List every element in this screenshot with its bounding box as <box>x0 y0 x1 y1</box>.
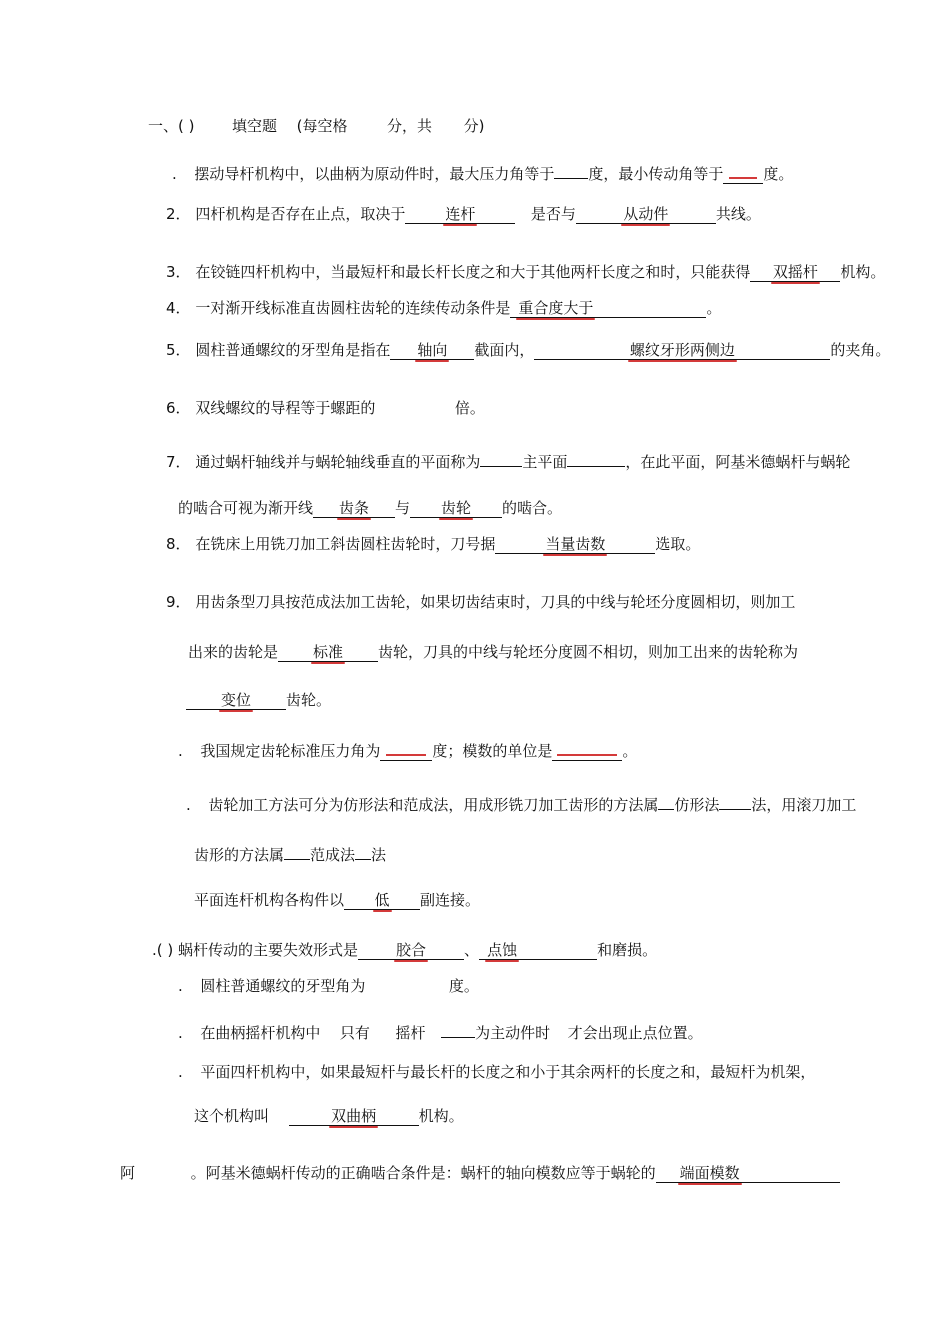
answer-blank[interactable] <box>355 841 371 860</box>
section-header <box>148 116 484 136</box>
question-text: 副连接。 <box>420 891 481 909</box>
question-text: 在铰链四杆机构中，当最短杆和最长杆长度之和大于其他两杆长度之和时，只能获得 <box>195 263 751 281</box>
question-16 <box>178 1062 815 1082</box>
answer-blank[interactable] <box>723 165 763 184</box>
answer-blank[interactable] <box>358 941 464 960</box>
question-text: 双线螺纹的导程等于螺距的 <box>195 399 376 417</box>
question-text: 共线。 <box>715 205 761 223</box>
question-text: 。 <box>622 742 638 760</box>
answer-text: 双曲柄 <box>331 1107 377 1125</box>
question-text: 蜗杆传动的主要失效形式是 <box>178 941 359 959</box>
question-text: 齿轮加工方法可分为仿形法和范成法，用成形铣刀加工齿形的方法属 <box>208 796 659 814</box>
question-text: 度。 <box>763 165 794 183</box>
question-4 <box>166 298 721 318</box>
answer-text: 主平面 <box>522 453 568 471</box>
question-text: 法，用滚刀加工 <box>751 796 857 814</box>
question-11 <box>186 791 856 815</box>
question-text: 我国规定齿轮标准压力角为 <box>200 742 381 760</box>
answer-text: 螺纹牙形两侧边 <box>629 341 735 359</box>
question-text: 齿轮，刀具的中线与轮坯分度圆不相切，则加工出来的齿轮称为 <box>378 643 799 661</box>
answer-blank[interactable] <box>380 742 432 761</box>
question-text: 截面内， <box>474 341 535 359</box>
answer-blank[interactable] <box>658 791 674 810</box>
question-15 <box>178 1019 703 1043</box>
question-text: 是否与 <box>530 205 576 223</box>
question-number: 3． <box>166 263 191 281</box>
answer-blank[interactable] <box>410 499 502 518</box>
answer-text: 端面模数 <box>679 1164 740 1182</box>
question-text: ，在此平面，阿基米德蜗杆与蜗轮 <box>625 453 851 471</box>
answer-text: 双摇杆 <box>772 263 818 281</box>
question-number: . <box>172 165 177 183</box>
question-number: 4． <box>166 299 191 317</box>
question-text: 度；模数的单位是 <box>432 742 553 760</box>
question-6 <box>166 398 485 418</box>
question-16-cont <box>194 1106 464 1126</box>
score-note-c: 分) <box>463 117 485 135</box>
question-text: 和磨损。 <box>597 941 658 959</box>
answer-blank[interactable] <box>534 341 830 360</box>
score-note-a: (每空格 <box>296 117 348 135</box>
answer-text: 当量齿数 <box>545 535 606 553</box>
answer-text: 齿条 <box>339 499 370 517</box>
question-text: 的夹角。 <box>830 341 891 359</box>
question-number: . <box>186 796 191 814</box>
answer-blank[interactable] <box>313 499 395 518</box>
question-5 <box>166 340 890 360</box>
question-text: 圆柱普通螺纹的牙型角为 <box>200 977 366 995</box>
question-text: 机构。 <box>418 1107 464 1125</box>
question-number: 2． <box>166 205 191 223</box>
question-text: 才会出现止点位置。 <box>567 1024 703 1042</box>
question-10 <box>178 741 637 761</box>
question-11-cont <box>194 841 386 865</box>
question-text: 度。 <box>448 977 479 995</box>
answer-blank[interactable] <box>479 941 597 960</box>
question-1 <box>172 160 793 184</box>
question-text: 摆动导杆机构中，以曲柄为原动件时，最大压力角等于 <box>194 165 555 183</box>
answer-text: 重合度大于 <box>518 299 594 317</box>
answer-blank[interactable] <box>289 1107 419 1126</box>
question-8 <box>166 534 700 554</box>
question-number: . <box>178 977 183 995</box>
question-9-cont-2 <box>186 690 331 710</box>
answer-blank[interactable] <box>576 205 716 224</box>
question-7 <box>166 448 850 472</box>
question-text: 平面四杆机构中，如果最短杆与最长杆的长度之和小于其余两杆的长度之和，最短杆为机架， <box>200 1063 816 1081</box>
question-14 <box>178 976 479 996</box>
question-text: 一对渐开线标准直齿圆柱齿轮的连续传动条件是 <box>195 299 511 317</box>
question-text: 选取。 <box>655 535 701 553</box>
answer-text: 点蚀 <box>487 941 518 959</box>
answer-blank[interactable] <box>656 1164 840 1183</box>
question-text: 用齿条型刀具按范成法加工齿轮，如果切齿结束时，刀具的中线与轮坯分度圆相切，则加工 <box>195 593 796 611</box>
question-text: 平面连杆机构各构件以 <box>194 891 345 909</box>
question-text: 这个机构叫 <box>194 1107 270 1125</box>
question-text: 、 <box>464 941 480 959</box>
answer-blank[interactable] <box>552 742 622 761</box>
answer-text: 低 <box>374 891 390 909</box>
question-text: 在曲柄摇杆机构中 <box>200 1024 321 1042</box>
question-7-cont <box>178 498 562 518</box>
question-number: 6． <box>166 399 191 417</box>
question-text: 度，最小传动角等于 <box>588 165 724 183</box>
answer-blank[interactable] <box>495 535 655 554</box>
answer-blank[interactable] <box>510 299 706 318</box>
question-text: 。 <box>706 299 722 317</box>
question-text: 机构。 <box>840 263 886 281</box>
answer-text: 胶合 <box>396 941 427 959</box>
question-text: 圆柱普通螺纹的牙型角是指在 <box>195 341 391 359</box>
question-text: 阿基米德蜗杆传动的正确啮合条件是：蜗杆的轴向模数应等于蜗轮的 <box>205 1164 656 1182</box>
question-number: . <box>178 742 183 760</box>
question-text: 的啮合。 <box>502 499 563 517</box>
question-number: .( ) <box>152 941 174 959</box>
question-number: 9． <box>166 593 191 611</box>
answer-blank[interactable] <box>405 205 515 224</box>
question-number: . <box>178 1024 183 1042</box>
question-text: 法 <box>371 846 387 864</box>
answer-text: 变位 <box>220 691 251 709</box>
question-2 <box>166 204 761 224</box>
answer-text: 仿形法 <box>674 796 720 814</box>
margin-note: 阿 <box>120 1164 136 1182</box>
answer-text: 范成法 <box>310 846 356 864</box>
score-note-b: 分，共 <box>387 117 433 135</box>
answer-text: 轴向 <box>417 341 448 359</box>
question-number: . <box>178 1063 183 1081</box>
question-text: 齿形的方法属 <box>194 846 285 864</box>
answer-text: 摇杆 <box>395 1024 426 1042</box>
answer-text: 从动件 <box>623 205 669 223</box>
question-text: 只有 <box>339 1024 370 1042</box>
question-text: 在铣床上用铣刀加工斜齿圆柱齿轮时，刀号据 <box>195 535 496 553</box>
question-17 <box>120 1163 840 1183</box>
answer-text: 连杆 <box>445 205 476 223</box>
question-3 <box>166 262 885 282</box>
question-text: 通过蜗杆轴线并与蜗轮轴线垂直的平面称为 <box>195 453 481 471</box>
question-text: 齿轮。 <box>286 691 332 709</box>
question-text: 的啮合可视为渐开线 <box>178 499 314 517</box>
answer-blank[interactable] <box>278 643 378 662</box>
question-number: 7． <box>166 453 191 471</box>
answer-blank[interactable] <box>719 791 751 810</box>
answer-blank[interactable] <box>441 1019 475 1038</box>
question-text: 出来的齿轮是 <box>188 643 279 661</box>
answer-text: 标准 <box>313 643 344 661</box>
question-13 <box>152 940 657 960</box>
answer-blank[interactable] <box>344 891 420 910</box>
answer-blank[interactable] <box>554 160 588 179</box>
question-text: 倍。 <box>454 399 485 417</box>
answer-text: 齿轮 <box>441 499 472 517</box>
answer-blank[interactable] <box>284 841 310 860</box>
question-number: 8． <box>166 535 191 553</box>
section-number: 一、( ) <box>148 117 195 135</box>
question-text: 四杆机构是否存在止点，取决于 <box>195 205 406 223</box>
section-title: 填空题 <box>232 117 278 135</box>
answer-blank[interactable] <box>480 448 522 467</box>
question-9-cont <box>188 642 798 662</box>
answer-blank[interactable] <box>186 691 286 710</box>
question-text: 为主动件时 <box>475 1024 551 1042</box>
answer-blank[interactable] <box>390 341 474 360</box>
answer-blank[interactable] <box>750 263 840 282</box>
question-9 <box>166 592 795 612</box>
question-text: 与 <box>395 499 411 517</box>
question-12 <box>194 890 480 910</box>
question-number: 。 <box>190 1164 206 1182</box>
answer-blank[interactable] <box>567 448 625 467</box>
question-number: 5． <box>166 341 191 359</box>
